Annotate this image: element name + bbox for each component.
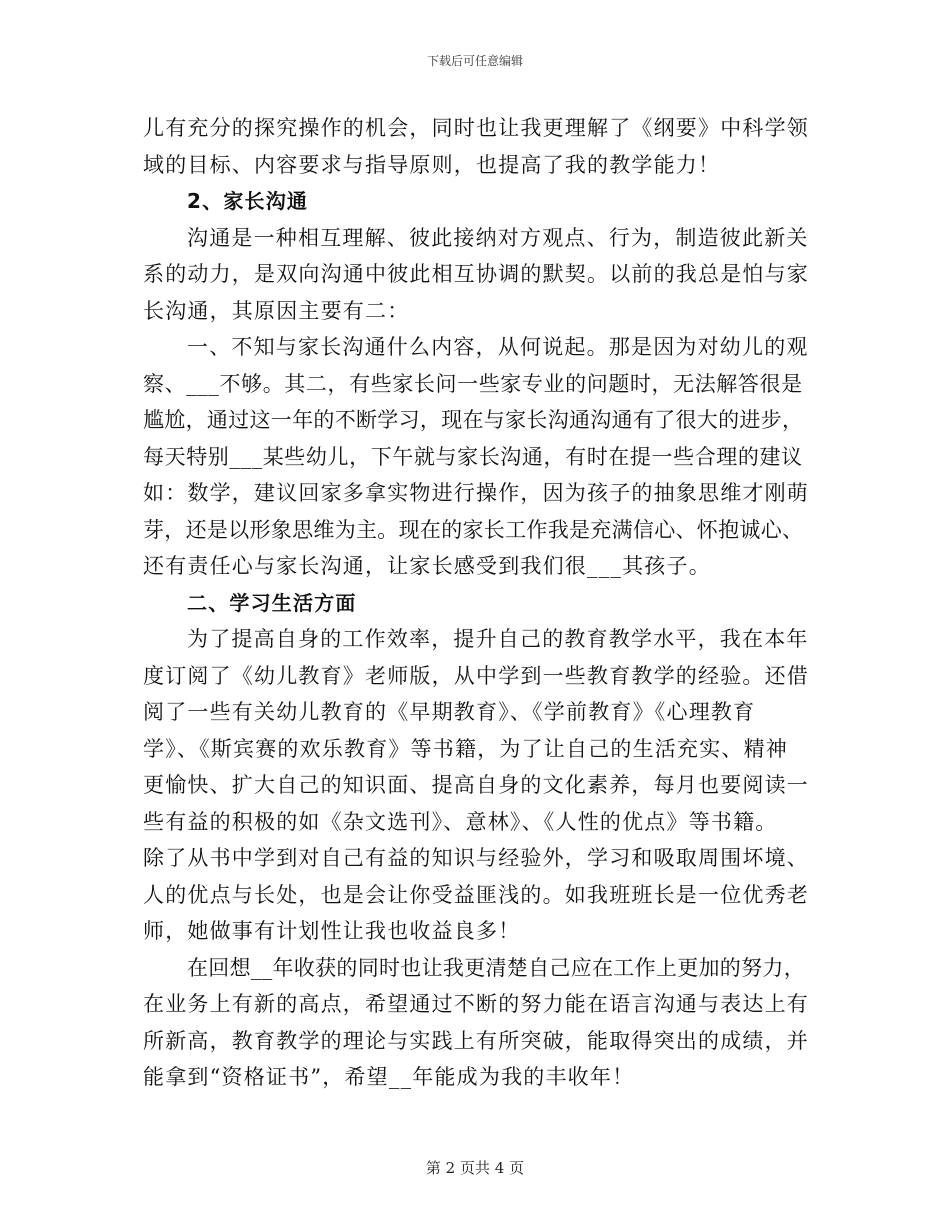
text-line: 人的优点与长处，也是会让你受益匪浅的。如我班班长是一位优秀老 [143,882,809,907]
section-heading: 2、家长沟通 [187,189,309,213]
text-line: 在回想__年收获的同时也让我更清楚自己应在工作上更加的努力， [187,955,805,980]
text-line: 度订阅了《幼儿教育》老师版，从中学到一些教育教学的经验。还借 [143,663,809,688]
page-header: 下载后可任意编辑 [426,54,523,68]
text-line: 能拿到“资格证书”，希望__年能成为我的丰收年！ [143,1065,635,1089]
document-body [143,110,809,1096]
text-line: 如：数学，建议回家多拿实物进行操作，因为孩子的抽象思维才刚萌 [143,481,809,505]
text-line: 所新高，教育教学的理论与实践上有所突破，能取得突出的成绩，并 [143,1028,809,1053]
text-line: 一、不知与家长沟通什么内容，从何说起。那是因为对幼儿的观 [187,335,809,359]
text-line: 师，她做事有计划性让我也收益良多！ [143,919,521,943]
text-line: 每天特别___某些幼儿，下午就与家长沟通，有时在提一些合理的建议 [143,444,803,469]
text-line: 些有益的积极的如《杂文选刊》、意林》、《人性的优点》等书籍。 [143,809,778,834]
text-line: 阅了一些有关幼儿教育的《早期教育》、《学前教育》《心理教育 [143,700,756,724]
text-line: 域的目标、内容要求与指导原则，也提高了我的教学能力！ [143,152,721,177]
text-line: 长沟通，其原因主要有二： [143,298,410,323]
text-line: 更愉快、扩大自己的知识面、提高自身的文化素养，每月也要阅读一 [143,773,809,797]
text-line: 在业务上有新的高点，希望通过不断的努力能在语言沟通与表达上有 [143,992,809,1016]
text-line: 芽，还是以形象思维为主。现在的家长工作我是充满信心、怀抱诚心、 [143,517,804,542]
section-heading: 二、学习生活方面 [187,590,357,615]
text-line: 还有责任心与家长沟通，让家长感受到我们很___其孩子。 [143,554,711,578]
text-line: 为了提高自身的工作效率，提升自己的教育教学水平，我在本年 [187,627,809,651]
text-line: 察、___不够。其二，有些家长问一些家专业的问题时，无法解答很是 [143,371,803,396]
page-number: 第 2 页共 4 页 [425,1159,525,1177]
text-line: 尴尬，通过这一年的不断学习，现在与家长沟通沟通有了很大的进步， [143,408,804,432]
text-line: 系的动力，是双向沟通中彼此相互协调的默契。以前的我总是怕与家 [143,262,809,286]
text-line: 沟通是一种相互理解、彼此接纳对方观点、行为，制造彼此新关 [187,225,809,250]
text-line: 除了从书中学到对自己有益的知识与经验外，学习和吸取周围坏境、 [143,846,809,870]
text-line: 学》、《斯宾赛的欢乐教育》等书籍，为了让自己的生活充实、精神 [143,736,788,761]
text-line: 儿有充分的探究操作的机会，同时也让我更理解了《纲要》中科学领 [143,116,809,140]
